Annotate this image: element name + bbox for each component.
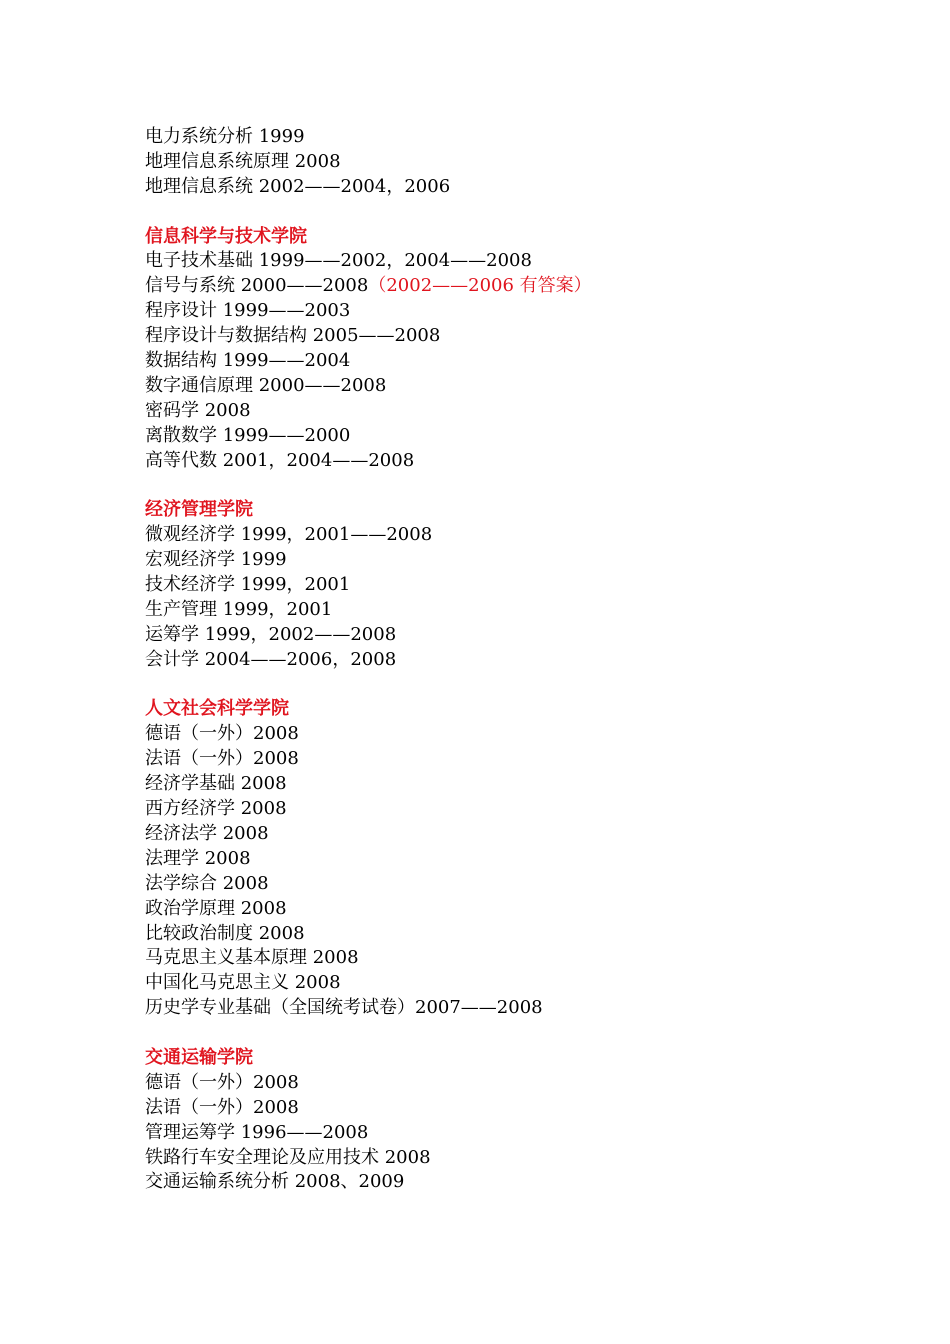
document-page xyxy=(145,125,905,1195)
list-item: 马克思主义基本原理 2008 xyxy=(145,947,359,969)
list-item: 中国化马克思主义 2008 xyxy=(145,972,341,994)
list-item: 德语（一外）2008 xyxy=(145,1071,299,1093)
list-item: 生产管理 1999，2001 xyxy=(145,598,333,620)
list-item: 铁路行车安全理论及应用技术 2008 xyxy=(145,1146,431,1168)
section-heading: 人文社会科学学院 xyxy=(145,698,289,720)
list-item: 地理信息系统 2002——2004，2006 xyxy=(145,175,451,197)
section-heading: 交通运输学院 xyxy=(145,1046,253,1068)
list-item: 比较政治制度 2008 xyxy=(145,922,305,944)
list-item xyxy=(145,274,905,299)
list-item: 微观经济学 1999，2001——2008 xyxy=(145,524,433,546)
answer-note: （2002——2006 有答案） xyxy=(368,275,592,297)
section-heading: 经济管理学院 xyxy=(145,499,253,521)
list-item: 交通运输系统分析 2008、2009 xyxy=(145,1171,405,1193)
section-humanities-social-science xyxy=(145,697,905,1021)
spacer xyxy=(145,673,905,698)
section-heading: 信息科学与技术学院 xyxy=(145,225,307,247)
list-item: 程序设计与数据结构 2005——2008 xyxy=(145,325,441,347)
list-item: 密码学 2008 xyxy=(145,399,251,421)
list-item: 管理运筹学 1996——2008 xyxy=(145,1121,369,1143)
spacer xyxy=(145,1021,905,1046)
list-item: 高等代数 2001，2004——2008 xyxy=(145,449,415,471)
list-item: 宏观经济学 1999 xyxy=(145,549,287,571)
list-item: 数字通信原理 2000——2008 xyxy=(145,374,387,396)
list-item: 技术经济学 1999，2001 xyxy=(145,574,351,596)
list-item: 经济法学 2008 xyxy=(145,822,269,844)
list-item: 法学综合 2008 xyxy=(145,872,269,894)
spacer xyxy=(145,200,905,225)
section-info-science xyxy=(145,225,905,474)
list-item: 会计学 2004——2006，2008 xyxy=(145,648,397,670)
list-item: 离散数学 1999——2000 xyxy=(145,424,351,446)
section-economics-management xyxy=(145,498,905,672)
list-item: 经济学基础 2008 xyxy=(145,773,287,795)
section-transportation xyxy=(145,1046,905,1195)
list-item: 政治学原理 2008 xyxy=(145,897,287,919)
list-item: 西方经济学 2008 xyxy=(145,798,287,820)
list-item: 运筹学 1999，2002——2008 xyxy=(145,623,397,645)
list-item: 电子技术基础 1999——2002，2004——2008 xyxy=(145,250,532,272)
list-item: 数据结构 1999——2004 xyxy=(145,350,351,372)
list-item: 电力系统分析 1999 xyxy=(145,126,305,147)
list-item: 法理学 2008 xyxy=(145,847,251,869)
spacer xyxy=(145,473,905,498)
intro-list xyxy=(145,125,905,200)
list-item: 地理信息系统原理 2008 xyxy=(145,150,341,172)
list-item: 历史学专业基础（全国统考试卷）2007——2008 xyxy=(145,997,543,1019)
list-item: 程序设计 1999——2003 xyxy=(145,300,351,322)
list-item-text: 信号与系统 2000——2008 xyxy=(145,275,369,297)
list-item: 德语（一外）2008 xyxy=(145,723,299,745)
list-item: 法语（一外）2008 xyxy=(145,748,299,770)
list-item: 法语（一外）2008 xyxy=(145,1096,299,1118)
